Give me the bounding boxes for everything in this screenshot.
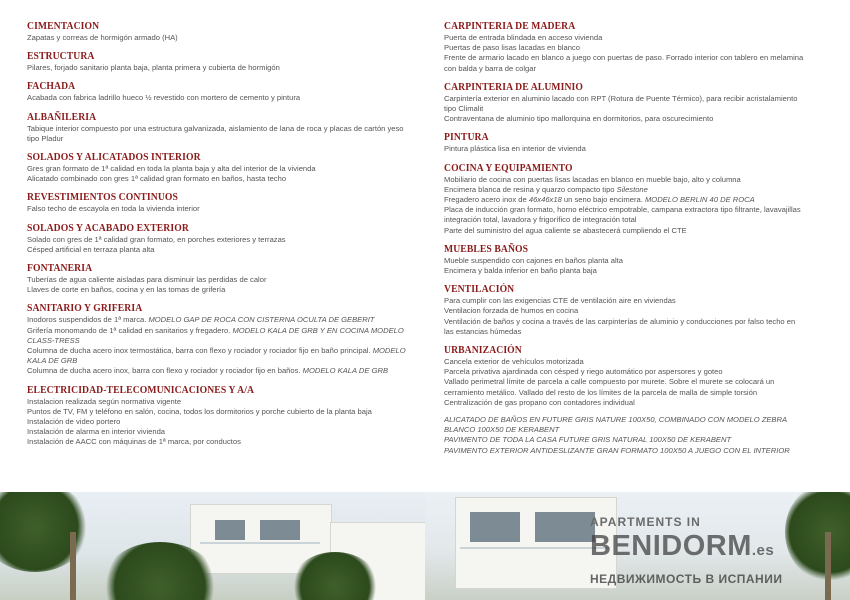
model-reference: MODELO GAP DE ROCA CON CISTERNA OCULTA DE GEBERIT <box>148 315 375 325</box>
spec-section <box>27 151 422 184</box>
spec-line: Zapatas y correas de hormigón armado (HA) <box>27 33 178 42</box>
spec-section <box>444 283 829 337</box>
spec-line: Instalación de alarma en interior vivienda <box>27 427 166 437</box>
spec-section <box>27 191 422 214</box>
left-column <box>27 20 422 455</box>
section-title: FONTANERIA <box>27 263 93 275</box>
spec-section <box>444 20 829 74</box>
spec-line: Parte del suministro del agua caliente se abastecerá cumpliendo el CTE <box>444 225 687 235</box>
spec-section <box>444 131 829 154</box>
spec-line: tipo Pladur <box>27 133 64 143</box>
model-reference: 46x46x18 <box>528 195 562 205</box>
spec-text: Columna de ducha acero inox termostática, barra con flexo y rociador y rociador fijo en baño principal. <box>27 346 373 356</box>
spec-line: Vallado perimetral límite de parcela a calle compuesto por murete. Sobre el murete se colocará un <box>444 377 775 387</box>
section-title: ALBAÑILERIA <box>27 111 97 123</box>
spec-line: Puerta de entrada blindada en acceso vivienda <box>444 33 603 42</box>
spec-line: Carpintería exterior en aluminio lacado con RPT (Rotura de Puente Térmico), para recibir acristalamiento <box>444 93 798 103</box>
spec-section <box>27 111 422 144</box>
spec-section <box>444 344 829 408</box>
spec-line <box>27 315 422 325</box>
spec-line <box>444 195 829 205</box>
spec-line: Césped artificial en terraza planta alta <box>27 244 155 254</box>
model-reference: MODELO KALA DE GRB <box>27 346 406 366</box>
window <box>470 512 520 542</box>
spec-line: Instalación de AACC con máquinas de 1ª marca, por conductos <box>27 437 241 447</box>
finishes-note <box>444 415 829 456</box>
window <box>260 520 300 540</box>
villa-photo-right <box>425 492 850 600</box>
spec-line: Contraventana de aluminio tipo mallorquina en dormitorios, para oscurecimiento <box>444 114 714 124</box>
spec-section <box>444 81 829 125</box>
spec-line: Tuberías de agua caliente aisladas para disminuir las perdidas de calor <box>27 275 267 285</box>
section-title: SANITARIO Y GRIFERIA <box>27 303 143 315</box>
watermark-line3: НЕДВИЖИМОСТЬ В ИСПАНИИ <box>590 572 783 586</box>
spec-line: Llaves de corte en baños, cocina y en las tomas de grifería <box>27 285 226 295</box>
section-title: MUEBLES BAÑOS <box>444 243 529 255</box>
spec-line: con balda y barra de colgar <box>444 63 537 73</box>
spec-line: Encimera y balda inferior en baño planta baja <box>444 266 597 276</box>
spec-section <box>27 384 422 448</box>
section-title: CARPINTERIA DE ALUMINIO <box>444 81 583 93</box>
spec-line: Para cumplir con las exigencias CTE de ventilación aire en viviendas <box>444 296 676 306</box>
spec-line <box>27 346 422 366</box>
spec-line: Instalación de video portero <box>27 417 121 427</box>
spec-text: Grifería monomando de 1ª calidad en sanitarios y fregadero. <box>27 325 233 335</box>
section-title: REVESTIMIENTOS CONTINUOS <box>27 192 178 204</box>
spec-text: un seno bajo encimera. <box>561 195 645 205</box>
model-reference: MODELO BERLIN 40 DE ROCA <box>644 195 755 205</box>
section-title: CIMENTACION <box>27 21 100 32</box>
spec-line: Gres gran formato de 1ª calidad en toda la planta baja y alta del interior de la vivienda <box>27 164 316 174</box>
spec-text: Fregadero acero inox de <box>444 195 529 205</box>
model-reference: MODELO KALA DE GRB <box>302 366 389 376</box>
spec-text: Inodoros suspendidos de 1ª marca. <box>27 315 149 325</box>
spec-section <box>27 50 422 73</box>
spec-line: Pilares, forjado sanitario planta baja, planta primera y cubierta de hormigón <box>27 63 280 73</box>
spec-section <box>27 20 422 43</box>
spec-line <box>27 326 422 346</box>
spec-line <box>27 366 422 376</box>
section-title: URBANIZACIÓN <box>444 345 522 357</box>
model-reference: Silestone <box>616 184 648 194</box>
spec-line: las estancias húmedas <box>444 326 522 336</box>
spec-line: Puntos de TV, FM y teléfono en salón, cocina, todos los dormitorios y porche cubierto de la planta baja <box>27 406 372 416</box>
model-reference: MODELO KALA DE GRB Y EN COCINA MODELO CLASS-TRESS <box>27 325 404 345</box>
spec-line: Centralización de gas propano con contadores individual <box>444 397 635 407</box>
railing <box>200 542 320 544</box>
section-title: PINTURA <box>444 132 489 144</box>
spec-line: Mobiliario de cocina con puertas lisas lacadas en blanco en mueble bajo, alto y columna <box>444 174 741 184</box>
spec-line <box>444 185 829 195</box>
villa-photo-left <box>0 492 425 600</box>
section-title: FACHADA <box>27 81 76 93</box>
spec-line: Mueble suspendido con cajones en baños planta alta <box>444 255 624 265</box>
spec-line: Ventilacion forzada de humos en cocina <box>444 306 579 316</box>
finish-line: ALICATADO DE BAÑOS EN FUTURE GRIS NATURE 100X50, COMBINADO CON MODELO ZEBRA <box>444 415 788 425</box>
section-title: ESTRUCTURA <box>27 51 95 63</box>
palm-trunk <box>70 532 76 600</box>
spec-line: Tabique interior compuesto por una estructura galvanizada, aislamiento de lana de roca y placas de cartón yeso <box>27 123 404 133</box>
section-title: COCINA Y EQUIPAMIENTO <box>444 162 573 174</box>
spec-section <box>27 222 422 255</box>
finish-line: PAVIMENTO DE TODA LA CASA FUTURE GRIS NATURAL 100X50 DE KERABENT <box>444 435 732 445</box>
finish-line: BLANCO 100X50 DE KERABENT <box>444 425 560 435</box>
spec-line: Placa de inducción gran formato, horno eléctrico empotrable, campana extractora tipo filtrante, lavavajillas <box>444 205 801 215</box>
spec-line: integración total, lavadora y frigorífico de integración total <box>444 215 637 225</box>
right-column <box>444 20 829 456</box>
spec-section <box>27 262 422 295</box>
spec-line: Instalacion realizada según normativa vigente <box>27 396 182 406</box>
section-title: ELECTRICIDAD-TELECOMUNICACIONES Y A/A <box>27 384 255 396</box>
watermark-line1: APARTMENTS IN <box>590 515 701 529</box>
watermark-domain: .es <box>751 542 775 559</box>
window <box>215 520 245 540</box>
section-title: CARPINTERIA DE MADERA <box>444 21 576 32</box>
spec-line: Alicatado combinado con gres 1ª calidad gran formato en baños, hasta techo <box>27 174 287 184</box>
spec-line: Cancela exterior de vehículos motorizada <box>444 357 584 367</box>
watermark-brand: BENIDORM <box>590 530 752 562</box>
section-title: SOLADOS Y ACABADO EXTERIOR <box>27 222 189 234</box>
spec-text: Encimera blanca de resina y quarzo compacto tipo <box>444 184 617 194</box>
section-title: VENTILACIÓN <box>444 284 515 296</box>
watermark-logo <box>582 506 844 598</box>
spec-section <box>27 302 422 376</box>
watermark-line2 <box>590 530 774 563</box>
spec-section <box>444 162 829 236</box>
spec-text: Columna de ducha acero inox, barra con flexo y rociador y rociador fijo en baños. <box>27 366 303 376</box>
spec-line: Frente de armario lacado en blanco a juego con puertas de paso. Forrado interior con tablero en melamina <box>444 53 804 63</box>
spec-section <box>27 80 422 103</box>
spec-line: Solado con gres de 1ª calidad gran formato, en porches exteriores y terrazas <box>27 234 286 244</box>
spec-line: Falso techo de escayola en toda la vivienda interior <box>27 204 200 214</box>
spec-section <box>444 243 829 276</box>
spec-line: Ventilación de baños y cocina a través de las carpinterías de aluminio y conducciones por falso techo en <box>444 316 796 326</box>
spec-line: Acabada con fabrica ladrillo hueco ½ revestido con mortero de cemento y pintura <box>27 93 301 103</box>
section-title: SOLADOS Y ALICATADOS INTERIOR <box>27 152 201 164</box>
finish-line: PAVIMENTO EXTERIOR ANTIDESLIZANTE GRAN FORMATO 100X50 A JUEGO CON EL INTERIOR <box>444 445 790 455</box>
palm-tree <box>0 492 90 572</box>
spec-line: cerramiento metálico. Vallado del resto de los límites de la parcela de malla de simple torsión <box>444 387 758 397</box>
spec-line: tipo Climalit <box>444 104 484 114</box>
spec-line: Puertas de paso lisas lacadas en blanco <box>444 43 580 53</box>
spec-line: Parcela privativa ajardinada con césped y riego automático por aspersores y goteo <box>444 367 723 377</box>
spec-line: Pintura plástica lisa en interior de vivienda <box>444 144 586 154</box>
